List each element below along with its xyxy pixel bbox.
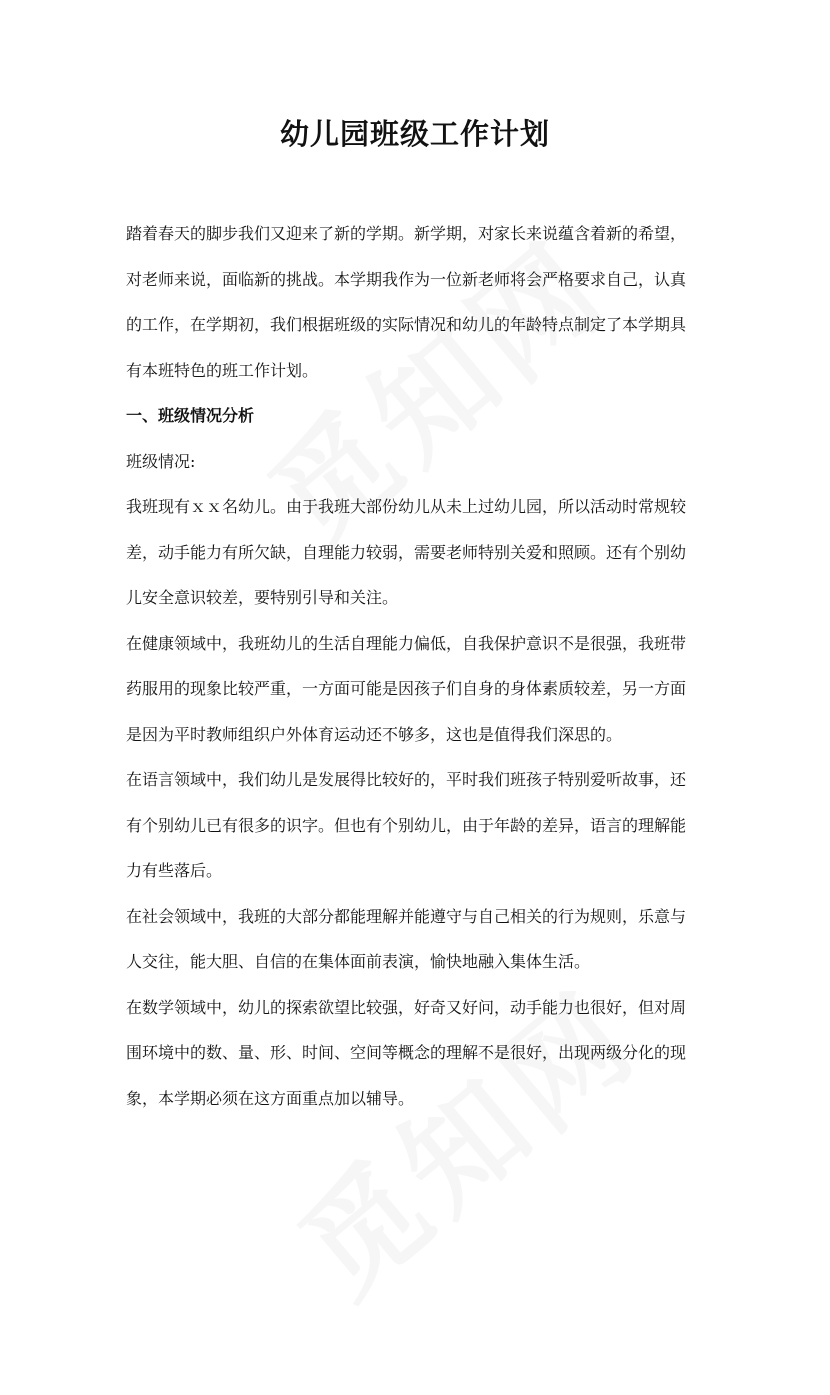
paragraph-line: 象，本学期必须在这方面重点加以辅导。 [126,1088,415,1108]
paragraph-line: 药服用的现象比较严重，一方面可能是因孩子们自身的身体素质较差，另一方面 [126,679,687,698]
paragraph-line: 在语言领域中，我们幼儿是发展得比较好的，平时我们班孩子特别爱听故事，还 [126,770,687,789]
paragraph-line: 人交往，能大胆、自信的在集体面前表演，愉快地融入集体生活。 [126,952,591,971]
section-heading: 一、班级情况分析 [126,406,255,425]
paragraph-line: 是因为平时教师组织户外体育运动还不够多，这也是值得我们深思的。 [126,724,623,744]
paragraph-line: 在数学领域中，幼儿的探索欲望比较强，好奇又好问，动手能力也很好，但对周 [126,997,687,1017]
paragraph-line: 差，动手能力有所欠缺，自理能力较弱，需要老师特别关爱和照顾。还有个别幼 [126,542,687,562]
page-title: 幼儿园班级工作计划 [279,117,550,151]
document-body [126,211,716,1121]
paragraph-line: 围环境中的数、量、形、时间、空间等概念的理解不是很好，出现两级分化的现 [126,1043,687,1062]
paragraph-line: 班级情况: [126,451,196,471]
paragraph-line: 的工作，在学期初，我们根据班级的实际情况和幼儿的年龄特点制定了本学期具 [126,315,687,334]
paragraph-line: 有个别幼儿已有很多的识字。但也有个别幼儿，由于年龄的差异，语言的理解能 [126,815,687,835]
paragraph-line: 我班现有ｘｘ名幼儿。由于我班大部份幼儿从未上过幼儿园，所以活动时常规较 [126,497,687,516]
paragraph-line: 在健康领域中，我班幼儿的生活自理能力偏低，自我保护意识不是很强，我班带 [126,633,687,653]
paragraph-line: 在社会领域中，我班的大部分都能理解并能遵守与自己相关的行为规则，乐意与 [126,906,687,926]
paragraph-line: 踏着春天的脚步我们又迎来了新的学期。新学期，对家长来说蕴含着新的希望， [126,224,687,243]
paragraph-line: 对老师来说，面临新的挑战。本学期我作为一位新老师将会严格要求自己，认真 [126,269,687,289]
paragraph-line: 儿安全意识较差，要特别引导和关注。 [126,588,399,607]
paragraph-line: 力有些落后。 [126,861,223,880]
paragraph-line: 有本班特色的班工作计划。 [126,360,319,380]
